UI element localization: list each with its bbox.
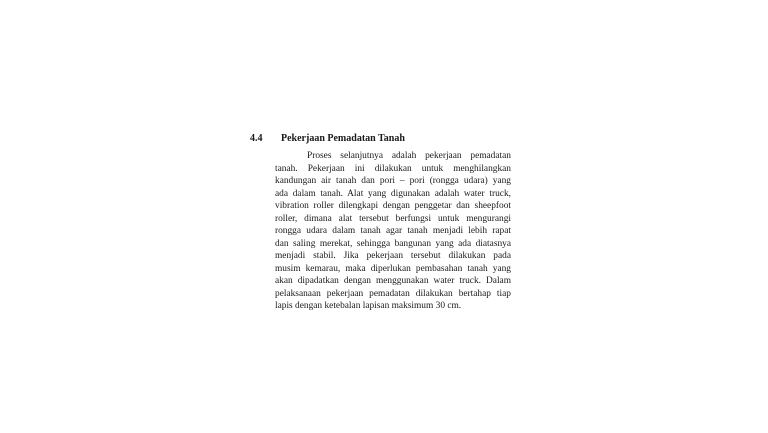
paragraph-line: akan dipadatkan dengan menggunakan water truck. Dalam bbox=[275, 276, 511, 286]
paragraph-line: ada dalam tanah. Alat yang digunakan adalah water truck, bbox=[275, 188, 511, 199]
paragraph-line: musim kemarau, maka diperlukan pembasahan tanah yang bbox=[275, 263, 511, 274]
paragraph-line: dan saling merekat, sehingga bangunan yang ada diatasnya bbox=[275, 238, 511, 249]
paragraph-line: Proses selanjutnya adalah pekerjaan pemadatan bbox=[307, 151, 511, 161]
section-title: Pekerjaan Pemadatan Tanah bbox=[281, 133, 405, 144]
paragraph-line: tanah. Pekerjaan ini dilakukan untuk menghilangkan bbox=[275, 163, 511, 174]
paragraph-line: roller, dimana alat tersebut berfungsi untuk mengurangi bbox=[275, 213, 511, 224]
paragraph-line: kandungan air tanah dan pori – pori (rongga udara) yang bbox=[275, 176, 511, 186]
section-number: 4.4 bbox=[250, 133, 263, 144]
paragraph-line: lapis dengan ketebalan lapisan maksimum 30 cm. bbox=[275, 301, 462, 311]
paragraph-line: vibration roller dilengkapi dengan penggetar dan sheepfoot bbox=[275, 201, 511, 211]
paragraph-line: rongga udara dalam tanah agar tanah menjadi lebih rapat bbox=[275, 226, 511, 236]
paragraph-line: pelaksanaan pekerjaan pemadatan dilakukan bertahap tiap bbox=[275, 288, 511, 299]
paragraph-line: menjadi stabil. Jika pekerjaan tersebut dilakukan pada bbox=[275, 251, 511, 261]
section-paragraph bbox=[275, 150, 511, 313]
